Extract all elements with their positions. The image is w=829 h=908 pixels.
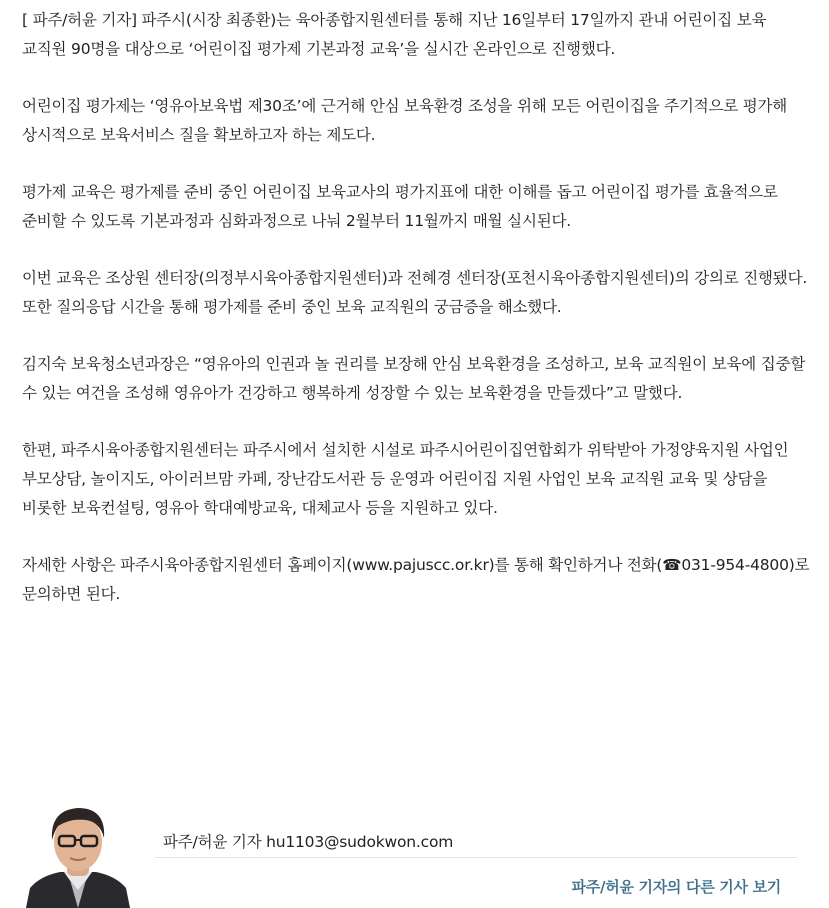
reporter-byline-text: 파주/허윤 기자 hu1103@sudokwon.com	[163, 833, 454, 851]
article-paragraph: 한편, 파주시육아종합지원센터는 파주시에서 설치한 시설로 파주시어린이집연합회가 위탁받아 가정양육지원 사업인 부모상담, 놀이지도, 아이러브맘 카페, 장난감도서관 등 운영과 어린이집 지원 사업인 보육 교직원 교육 및 상담을 비롯한 보육컨설팅, 영유아 학대예방교육, 대체교사 등을 지원하고 있다.	[22, 441, 789, 517]
byline-divider	[155, 857, 797, 858]
article-paragraph: 이번 교육은 조상원 센터장(의정부시육아종합지원센터)과 전혜경 센터장(포천시육아종합지원센터)의 강의로 진행됐다. 또한 질의응답 시간을 통해 평가제를 준비 중인 보육 교직원의 궁금증을 해소했다.	[22, 269, 808, 316]
article-paragraph: [ 파주/허윤 기자] 파주시(시장 최종환)는 육아종합지원센터를 통해 지난 16일부터 17일까지 관내 어린이집 보육 교직원 90명을 대상으로 ‘어린이집 평가제 기본과정 교육’을 실시간 온라인으로 진행했다.	[22, 11, 767, 58]
article-paragraph: 자세한 사항은 파주시육아종합지원센터 홈페이지(www.pajuscc.or.kr)를 통해 확인하거나 전화(☎031-954-4800)로 문의하면 된다.	[22, 556, 810, 603]
article-body	[22, 6, 814, 637]
article-paragraph: 김지숙 보육청소년과장은 “영유아의 인권과 놀 권리를 보장해 안심 보육환경을 조성하고, 보육 교직원이 보육에 집중할 수 있는 여건을 조성해 영유아가 건강하고 행복하게 성장할 수 있는 보육환경을 만들겠다”고 말했다.	[22, 355, 806, 402]
article-paragraph: 어린이집 평가제는 ‘영유아보육법 제30조’에 근거해 안심 보육환경 조성을 위해 모든 어린이집을 주기적으로 평가해 상시적으로 보육서비스 질을 확보하고자 하는 제도다.	[22, 97, 788, 144]
reporter-byline	[0, 790, 829, 908]
reporter-avatar	[26, 796, 130, 908]
more-articles-link[interactable]: 파주/허윤 기자의 다른 기사 보기	[571, 878, 781, 896]
reporter-photo-icon	[26, 796, 130, 908]
article-paragraph: 평가제 교육은 평가제를 준비 중인 어린이집 보육교사의 평가지표에 대한 이해를 돕고 어린이집 평가를 효율적으로 준비할 수 있도록 기본과정과 심화과정으로 나눠 2월부터 11월까지 매월 실시된다.	[22, 183, 778, 230]
